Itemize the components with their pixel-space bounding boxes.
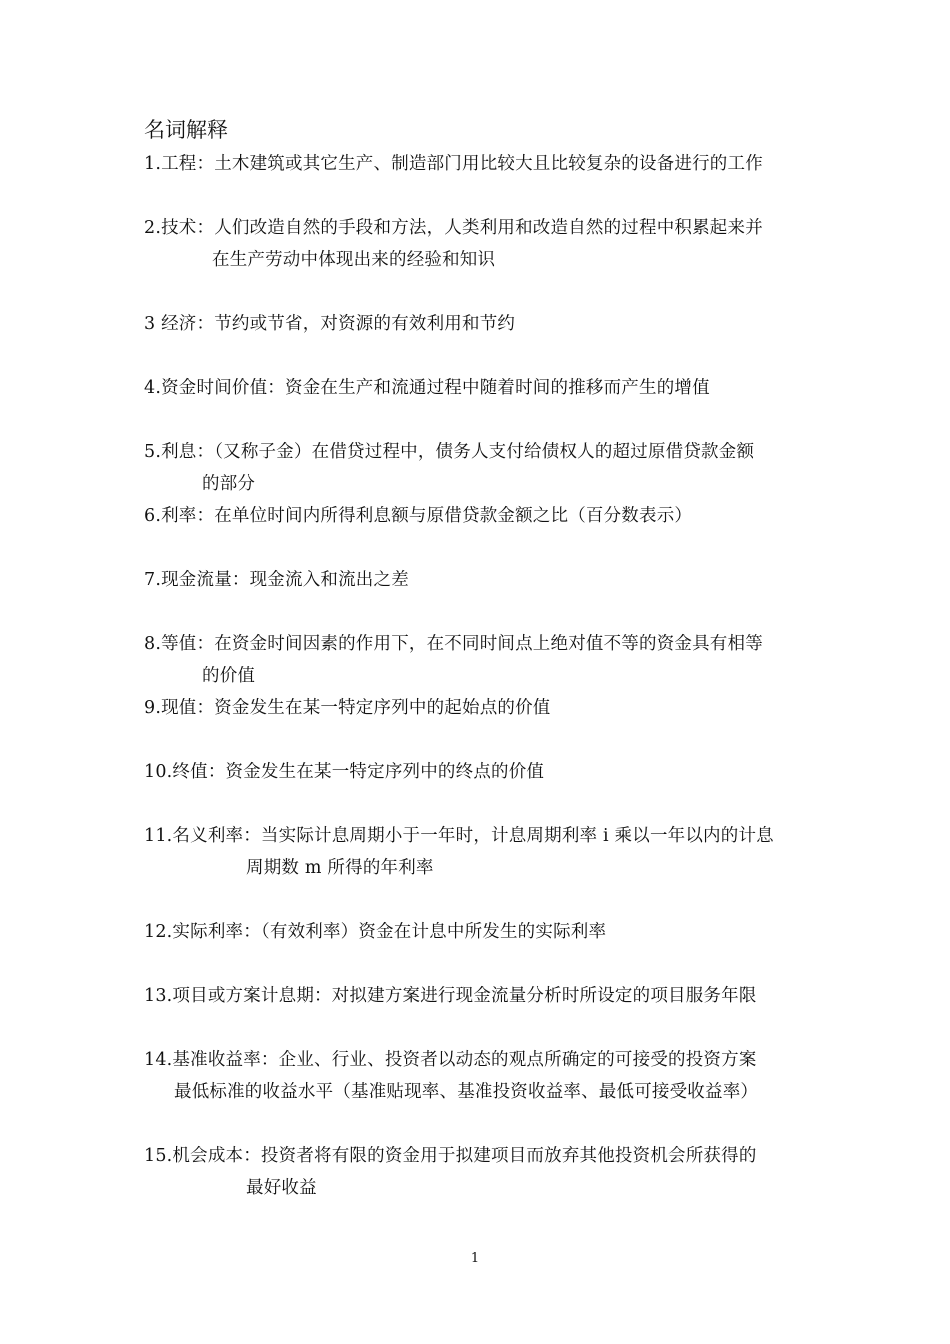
entry-8: 8.等值：在资金时间因素的作用下，在不同时间点上绝对值不等的资金具有相等 xyxy=(144,634,763,654)
entry-2: 2.技术：人们改造自然的手段和方法，人类利用和改造自然的过程中积累起来并 xyxy=(144,218,763,238)
entry-7: 7.现金流量：现金流入和流出之差 xyxy=(144,570,409,590)
entry-5-continuation: 的部分 xyxy=(202,474,256,494)
entry-4: 4.资金时间价值：资金在生产和流通过程中随着时间的推移而产生的增值 xyxy=(144,378,710,398)
entry-9: 9.现值：资金发生在某一特定序列中的起始点的价值 xyxy=(144,698,551,718)
entry-8-continuation: 的价值 xyxy=(202,666,256,686)
entry-15: 15.机会成本：投资者将有限的资金用于拟建项目而放弃其他投资机会所获得的 xyxy=(144,1146,757,1166)
entry-15-continuation: 最好收益 xyxy=(246,1178,317,1198)
entry-14: 14.基准收益率：企业、行业、投资者以动态的观点所确定的可接受的投资方案 xyxy=(144,1050,757,1070)
entry-5: 5.利息：（又称子金）在借贷过程中，债务人支付给债权人的超过原借贷款金额 xyxy=(144,442,755,462)
entry-11: 11.名义利率：当实际计息周期小于一年时，计息周期利率 i 乘以一年以内的计息 xyxy=(144,826,774,846)
entry-6: 6.利率：在单位时间内所得利息额与原借贷款金额之比（百分数表示） xyxy=(144,506,693,526)
entry-12: 12.实际利率：（有效利率）资金在计息中所发生的实际利率 xyxy=(144,922,607,942)
entry-10: 10.终值：资金发生在某一特定序列中的终点的价值 xyxy=(144,762,545,782)
document-title: 名词解释 xyxy=(144,118,228,142)
page-number: 1 xyxy=(470,1251,480,1266)
entry-13: 13.项目或方案计息期：对拟建方案进行现金流量分析时所设定的项目服务年限 xyxy=(144,986,757,1006)
entry-11-continuation: 周期数 m 所得的年利率 xyxy=(246,858,434,878)
entry-14-continuation: 最低标准的收益水平（基准贴现率、基准投资收益率、最低可接受收益率） xyxy=(174,1082,759,1102)
entry-1: 1.工程：土木建筑或其它生产、制造部门用比较大且比较复杂的设备进行的工作 xyxy=(144,154,763,174)
entry-3: 3 经济：节约或节省，对资源的有效利用和节约 xyxy=(144,314,516,334)
entry-2-continuation: 在生产劳动中体现出来的经验和知识 xyxy=(212,250,496,270)
